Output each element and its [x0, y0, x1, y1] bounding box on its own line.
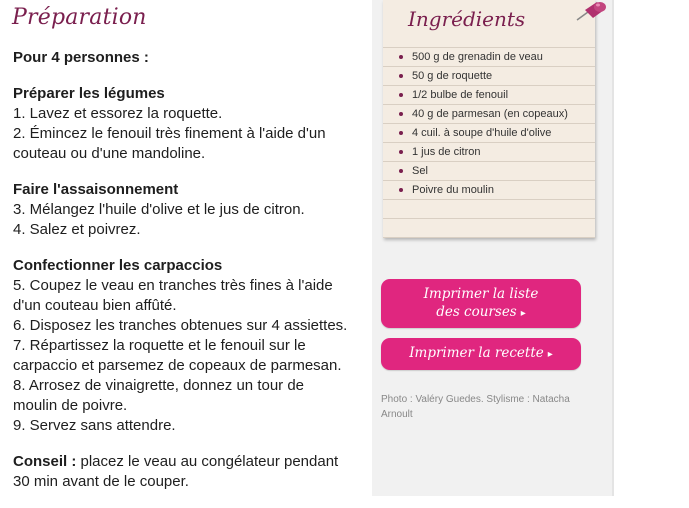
ingredient-item: 40 g de parmesan (en copeaux) — [395, 105, 591, 124]
section-assaisonnement — [13, 180, 373, 240]
step-line: 4. Salez et poivrez. — [13, 221, 141, 238]
print-recipe-label — [381, 345, 581, 361]
step-line: 6. Disposez les tranches obtenues sur 4 assiettes. — [13, 317, 348, 334]
ingredient-item: 50 g de roquette — [395, 67, 591, 86]
ingredient-item: Sel — [395, 162, 591, 181]
print-shopping-list-button[interactable] — [381, 279, 581, 328]
ingredient-item: 1 jus de citron — [395, 143, 591, 162]
preparation-title: Préparation — [12, 5, 147, 30]
step-line: 3. Mélangez l'huile d'olive et le jus de citron. — [13, 201, 305, 218]
step-line: 8. Arrosez de vinaigrette, donnez un tour de — [13, 377, 305, 394]
ingredient-item: 4 cuil. à soupe d'huile d'olive — [395, 124, 591, 143]
step-line: couteau ou d'une mandoline. — [13, 145, 206, 162]
preparation-body — [13, 48, 373, 508]
ingredients-card — [383, 0, 595, 238]
step-line: 9. Servez sans attendre. — [13, 417, 176, 434]
servings-text: Pour 4 personnes : — [13, 49, 149, 66]
ingredients-title: Ingrédients — [408, 7, 526, 31]
ingredient-item: 1/2 bulbe de fenouil — [395, 86, 591, 105]
ingredients-list — [395, 48, 591, 200]
section-carpaccios — [13, 256, 373, 436]
step-line: 2. Émincez le fenouil très finement à l'aide d'un — [13, 125, 326, 142]
tip-text-2: 30 min avant de le couper. — [13, 473, 189, 490]
print-list-label-2 — [381, 304, 581, 320]
section-heading: Préparer les légumes — [13, 85, 165, 102]
tip — [13, 452, 373, 492]
print-list-label-1: Imprimer la liste — [423, 286, 539, 302]
arrow-right-icon: ▸ — [547, 349, 553, 360]
step-line: 7. Répartissez la roquette et le fenouil sur le — [13, 337, 306, 354]
step-line: moulin de poivre. — [13, 397, 128, 414]
step-line: carpaccio et parsemez de copeaux de parmesan. — [13, 357, 342, 374]
tip-line-1 — [13, 452, 373, 472]
tip-label: Conseil : — [13, 453, 77, 470]
sidebar-divider — [612, 0, 614, 496]
pushpin-icon — [571, 0, 611, 30]
print-recipe-button[interactable] — [381, 338, 581, 370]
servings-line — [13, 48, 373, 68]
tip-text-1: placez le veau au congélateur pendant — [76, 453, 339, 470]
photo-credit: Photo : Valéry Guedes. Stylisme : Natacha Arnoult — [381, 394, 570, 420]
ingredient-item: 500 g de grenadin de veau — [395, 48, 591, 67]
section-legumes — [13, 84, 373, 164]
print-list-label-2-text: des courses — [436, 304, 517, 320]
print-recipe-text: Imprimer la recette — [409, 345, 544, 361]
section-heading: Faire l'assaisonnement — [13, 181, 179, 198]
section-heading: Confectionner les carpaccios — [13, 257, 223, 274]
arrow-right-icon: ▸ — [520, 308, 526, 319]
step-line: 1. Lavez et essorez la roquette. — [13, 105, 223, 122]
step-line: d'un couteau bien affûté. — [13, 297, 177, 314]
ingredient-item: Poivre du moulin — [395, 181, 591, 200]
step-line: 5. Coupez le veau en tranches très fines à l'aide — [13, 277, 333, 294]
